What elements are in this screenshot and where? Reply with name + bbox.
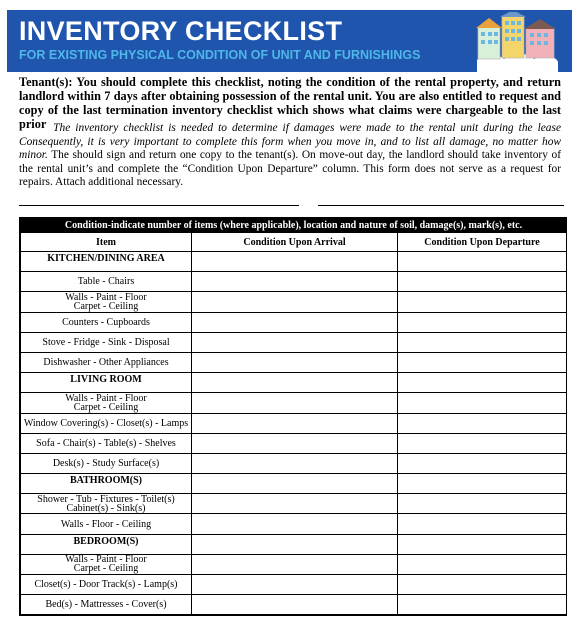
departure-condition-cell[interactable] xyxy=(398,252,567,272)
header-banner xyxy=(7,10,572,72)
departure-condition-cell[interactable] xyxy=(398,554,567,574)
arrival-condition-cell[interactable] xyxy=(192,453,398,473)
section-row xyxy=(21,373,567,393)
item-label: Stove - Fridge - Sink - Disposal xyxy=(21,332,192,352)
inventory-table xyxy=(19,217,567,616)
table-row xyxy=(21,575,567,595)
houses-illustration-icon xyxy=(474,12,560,74)
departure-condition-cell[interactable] xyxy=(398,575,567,595)
departure-condition-cell[interactable] xyxy=(398,312,567,332)
arrival-condition-cell[interactable] xyxy=(192,575,398,595)
table-row xyxy=(21,352,567,372)
page-subtitle: FOR EXISTING PHYSICAL CONDITION OF UNIT AND FURNISHINGS xyxy=(19,48,421,62)
departure-condition-cell[interactable] xyxy=(398,373,567,393)
checklist-note-normal: The should sign and return one copy to the tenant(s). On move-out day, the landlord should take inventory of the rental unit’s and complete the “Condition Upon Departure” column. This form does not serve as a request for repairs. Attach additional necessary. xyxy=(19,149,561,188)
departure-condition-cell[interactable] xyxy=(398,534,567,554)
arrival-condition-cell[interactable] xyxy=(192,433,398,453)
item-label: Sofa - Chair(s) - Table(s) - Shelves xyxy=(21,433,192,453)
table-row xyxy=(21,514,567,534)
departure-condition-cell[interactable] xyxy=(398,332,567,352)
departure-condition-cell[interactable] xyxy=(398,595,567,615)
tenant-instructions: Tenant(s): You should complete this checklist, noting the condition of the rental property, and return landlord within 7 days after obtaining possession of the rental unit. You are also entitled to request and copy of the last termination inventory checklist which shows what claims were chargeable to the last prior xyxy=(19,75,561,131)
item-label: Table - Chairs xyxy=(21,272,192,292)
section-title: KITCHEN/DINING AREA xyxy=(21,252,192,272)
departure-condition-cell[interactable] xyxy=(398,352,567,372)
item-label: Dishwasher - Other Appliances xyxy=(21,352,192,372)
departure-condition-cell[interactable] xyxy=(398,474,567,494)
table-row xyxy=(21,332,567,352)
arrival-condition-cell[interactable] xyxy=(192,292,398,312)
column-header-arrival: Condition Upon Arrival xyxy=(192,233,398,252)
item-label: Counters - Cupboards xyxy=(21,312,192,332)
signature-line-right xyxy=(318,205,564,206)
table-row xyxy=(21,393,567,413)
column-header-item: Item xyxy=(21,233,192,252)
table-row xyxy=(21,494,567,514)
item-label: Walls - Paint - Floor Carpet - Ceiling xyxy=(21,393,192,413)
table-row xyxy=(21,413,567,433)
checklist-note xyxy=(19,122,561,190)
table-row xyxy=(21,292,567,312)
arrival-condition-cell[interactable] xyxy=(192,352,398,372)
item-label: Walls - Paint - Floor Carpet - Ceiling xyxy=(21,292,192,312)
departure-condition-cell[interactable] xyxy=(398,292,567,312)
arrival-condition-cell[interactable] xyxy=(192,413,398,433)
arrival-condition-cell[interactable] xyxy=(192,494,398,514)
checklist-note-italic: The inventory checklist is needed to determine if damages were made to the rental unit during the lease Consequently, it is very important to complete this form when you move in, and to list all damage, no matter how minor. xyxy=(19,122,561,161)
arrival-condition-cell[interactable] xyxy=(192,474,398,494)
arrival-condition-cell[interactable] xyxy=(192,595,398,615)
section-row xyxy=(21,474,567,494)
departure-condition-cell[interactable] xyxy=(398,393,567,413)
table-row xyxy=(21,453,567,473)
arrival-condition-cell[interactable] xyxy=(192,312,398,332)
section-title: BEDROOM(S) xyxy=(21,534,192,554)
arrival-condition-cell[interactable] xyxy=(192,554,398,574)
section-title: LIVING ROOM xyxy=(21,373,192,393)
arrival-condition-cell[interactable] xyxy=(192,373,398,393)
column-header-departure: Condition Upon Departure xyxy=(398,233,567,252)
table-row xyxy=(21,554,567,574)
item-label: Walls - Floor - Ceiling xyxy=(21,514,192,534)
signature-line-left xyxy=(19,205,299,206)
item-label: Shower - Tub - Fixtures - Toilet(s) Cabinet(s) - Sink(s) xyxy=(21,494,192,514)
arrival-condition-cell[interactable] xyxy=(192,252,398,272)
table-row xyxy=(21,272,567,292)
table-row xyxy=(21,595,567,615)
arrival-condition-cell[interactable] xyxy=(192,272,398,292)
departure-condition-cell[interactable] xyxy=(398,433,567,453)
page-title: INVENTORY CHECKLIST xyxy=(19,16,343,46)
section-row xyxy=(21,252,567,272)
table-row xyxy=(21,433,567,453)
section-title: BATHROOM(S) xyxy=(21,474,192,494)
table-row xyxy=(21,312,567,332)
arrival-condition-cell[interactable] xyxy=(192,332,398,352)
section-row xyxy=(21,534,567,554)
arrival-condition-cell[interactable] xyxy=(192,534,398,554)
arrival-condition-cell[interactable] xyxy=(192,393,398,413)
departure-condition-cell[interactable] xyxy=(398,413,567,433)
departure-condition-cell[interactable] xyxy=(398,453,567,473)
item-label: Bed(s) - Mattresses - Cover(s) xyxy=(21,595,192,615)
arrival-condition-cell[interactable] xyxy=(192,514,398,534)
table-top-header: Condition-indicate number of items (where applicable), location and nature of soil, damage(s), mark(s), etc. xyxy=(21,219,567,233)
item-label: Desk(s) - Study Surface(s) xyxy=(21,453,192,473)
item-label: Window Covering(s) - Closet(s) - Lamps xyxy=(21,413,192,433)
departure-condition-cell[interactable] xyxy=(398,272,567,292)
departure-condition-cell[interactable] xyxy=(398,494,567,514)
item-label: Walls - Paint - Floor Carpet - Ceiling xyxy=(21,554,192,574)
departure-condition-cell[interactable] xyxy=(398,514,567,534)
item-label: Closet(s) - Door Track(s) - Lamp(s) xyxy=(21,575,192,595)
